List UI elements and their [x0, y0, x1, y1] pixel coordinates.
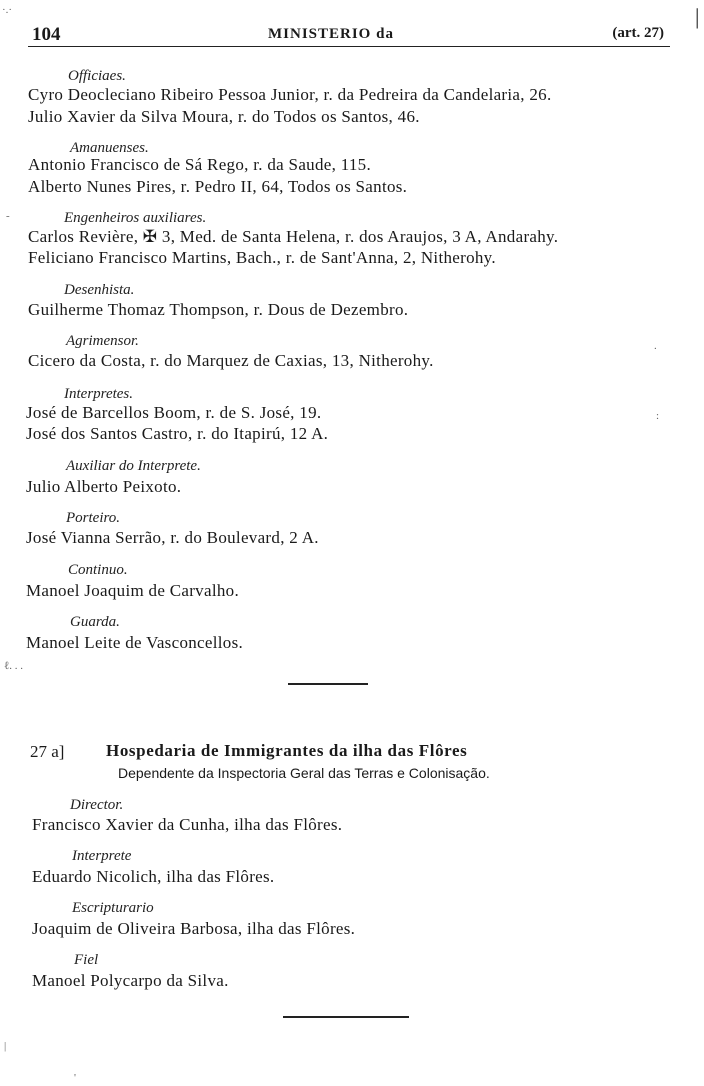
scan-speck: ·.·	[2, 4, 13, 16]
staff-entry: Carlos Revière, ✠ 3, Med. de Santa Helena, r. dos Araujos, 3 A, Andarahy.	[28, 227, 559, 246]
staff-entry: Joaquim de Oliveira Barbosa, ilha das Flôres.	[32, 919, 356, 938]
scan-speck: -	[6, 210, 10, 222]
role-heading: Escripturario	[72, 900, 154, 916]
role-heading: Porteiro.	[66, 510, 121, 526]
article-reference: (art. 27)	[612, 25, 664, 41]
staff-entry: José dos Santos Castro, r. do Itapirú, 12 A.	[26, 424, 329, 443]
role-heading: Officiaes.	[68, 68, 126, 84]
running-title: MINISTERIO da	[268, 26, 394, 42]
staff-entry: Feliciano Francisco Martins, Bach., r. de Sant'Anna, 2, Nitherohy.	[28, 248, 496, 267]
staff-entry: Guilherme Thomaz Thompson, r. Dous de Dezembro.	[28, 300, 409, 319]
role-heading: Guarda.	[70, 614, 120, 630]
role-heading: Director.	[70, 797, 124, 813]
scan-speck: |	[4, 1040, 7, 1052]
staff-entry: José de Barcellos Boom, r. de S. José, 19.	[26, 403, 322, 422]
staff-entry: Alberto Nunes Pires, r. Pedro II, 64, Todos os Santos.	[28, 177, 408, 196]
staff-entry: Eduardo Nicolich, ilha das Flôres.	[32, 867, 275, 886]
role-heading: Amanuenses.	[70, 140, 149, 156]
role-heading: Engenheiros auxiliares.	[64, 210, 207, 226]
staff-entry: Manoel Leite de Vasconcellos.	[26, 633, 244, 652]
staff-entry: Cicero da Costa, r. do Marquez de Caxias, 13, Nitherohy.	[28, 351, 434, 370]
role-heading: Interpretes.	[64, 386, 134, 402]
section-subtitle: Dependente da Inspectoria Geral das Terras e Colonisação.	[118, 765, 490, 781]
page-number: 104	[32, 24, 61, 45]
scan-speck: |	[695, 4, 700, 29]
scan-speck: ℓ. . .	[4, 660, 24, 672]
scan-speck: :	[656, 410, 660, 422]
page-header	[28, 24, 670, 47]
staff-entry: Manoel Polycarpo da Silva.	[32, 971, 229, 990]
staff-entry: Francisco Xavier da Cunha, ilha das Flôres.	[32, 815, 343, 834]
scan-speck: '	[74, 1072, 76, 1084]
staff-entry: Antonio Francisco de Sá Rego, r. da Saude, 115.	[28, 155, 372, 174]
staff-entry: José Vianna Serrão, r. do Boulevard, 2 A.	[26, 528, 319, 547]
section-title: Hospedaria de Immigrantes da ilha das Flôres	[106, 741, 468, 760]
staff-entry: Julio Xavier da Silva Moura, r. do Todos os Santos, 46.	[28, 107, 420, 126]
role-heading: Interprete	[72, 848, 132, 864]
role-heading: Fiel	[74, 952, 99, 968]
staff-entry: Cyro Deocleciano Ribeiro Pessoa Junior, r. da Pedreira da Candelaria, 26.	[28, 85, 552, 104]
staff-entry: Manoel Joaquim de Carvalho.	[26, 581, 239, 600]
role-heading: Desenhista.	[64, 282, 135, 298]
end-divider	[283, 1016, 409, 1018]
role-heading: Agrimensor.	[66, 333, 139, 349]
role-heading: Auxiliar do Interprete.	[66, 458, 201, 474]
staff-entry: Julio Alberto Peixoto.	[26, 477, 182, 496]
section-number: 27 a]	[30, 742, 65, 761]
section-divider	[288, 683, 368, 685]
role-heading: Continuo.	[68, 562, 128, 578]
scan-speck: .	[654, 340, 657, 352]
